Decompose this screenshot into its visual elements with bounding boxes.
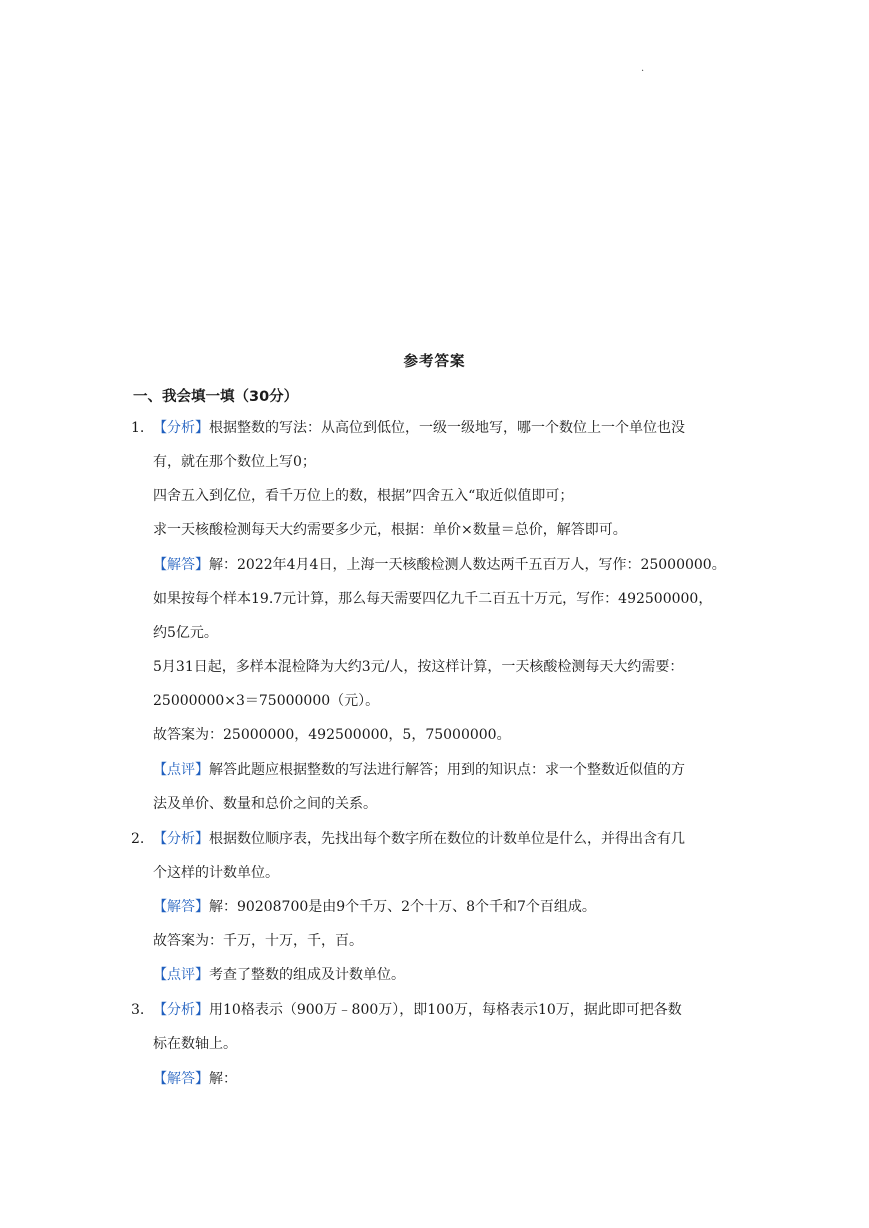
q3-number: 3. <box>131 1002 145 1018</box>
analysis-text: 根据数位顺序表，先找出每个数字所在数位的计数单位是什么，并得出含有几 <box>209 831 685 847</box>
q2-answer-line: 故答案为：千万，十万，千，百。 <box>153 933 363 949</box>
analysis-tag: 【分析】 <box>153 831 209 847</box>
q3-answer-line <box>153 1069 753 1089</box>
answer-text: 解： <box>209 1071 237 1087</box>
comment-text: 解答此题应根据整数的写法进行解答；用到的知识点：求一个整数近似值的方 <box>209 762 685 778</box>
page-title: 参考答案 <box>403 354 466 370</box>
analysis-text: 用10格表示（900万﹣800万），即100万，每格表示10万，据此即可把各数 <box>209 1002 682 1018</box>
q1-answer-line: 故答案为：25000000，492500000，5，75000000。 <box>153 727 511 743</box>
q3-analysis-line: 标在数轴上。 <box>153 1036 237 1052</box>
section-heading: 一、我会填一填（30分） <box>133 389 299 405</box>
analysis-tag: 【分析】 <box>153 1002 209 1018</box>
header-mark: · <box>641 66 645 77</box>
answer-tag: 【解答】 <box>153 1071 209 1087</box>
analysis-text: 根据整数的写法：从高位到低位，一级一级地写，哪一个数位上一个单位也没 <box>209 420 685 436</box>
q1-analysis-line: 有，就在那个数位上写0； <box>153 454 316 470</box>
q1-answer-line <box>153 555 753 575</box>
q1-comment-line: 法及单价、数量和总价之间的关系。 <box>153 796 377 812</box>
comment-text: 考查了整数的组成及计数单位。 <box>209 967 405 983</box>
q2-number: 2. <box>131 831 145 847</box>
q1-analysis-line: 求一天核酸检测每天大约需要多少元，根据：单价×数量＝总价，解答即可。 <box>153 522 627 538</box>
q2-analysis-line: 个这样的计数单位。 <box>153 865 279 881</box>
answer-text: 解：90208700是由9个千万、2个十万、8个千和7个百组成。 <box>209 899 596 915</box>
answer-tag: 【解答】 <box>153 557 209 573</box>
q2-comment-line <box>153 965 753 985</box>
q2-answer-line <box>153 897 753 917</box>
answer-text: 解：2022年4月4日，上海一天核酸检测人数达两千五百万人，写作：25000000。 <box>209 557 726 573</box>
q1-analysis-line <box>153 418 753 438</box>
analysis-tag: 【分析】 <box>153 420 209 436</box>
q1-number: 1. <box>131 420 145 436</box>
q1-analysis-line: 四舍五入到亿位，看千万位上的数，根据”四舍五入“取近似值即可； <box>153 488 574 504</box>
q1-comment-line <box>153 760 753 780</box>
comment-tag: 【点评】 <box>153 967 209 983</box>
q1-answer-line: 5月31日起，多样本混检降为大约3元/人，按这样计算，一天核酸检测每天大约需要： <box>153 659 684 675</box>
q1-answer-line: 约5亿元。 <box>153 625 218 641</box>
q2-analysis-line <box>153 829 753 849</box>
answer-tag: 【解答】 <box>153 899 209 915</box>
q1-answer-line: 25000000×3＝75000000（元）。 <box>153 693 380 709</box>
q3-analysis-line <box>153 1000 753 1020</box>
q1-answer-line: 如果按每个样本19.7元计算，那么每天需要四亿九千二百五十万元，写作：492500000， <box>153 591 713 607</box>
comment-tag: 【点评】 <box>153 762 209 778</box>
